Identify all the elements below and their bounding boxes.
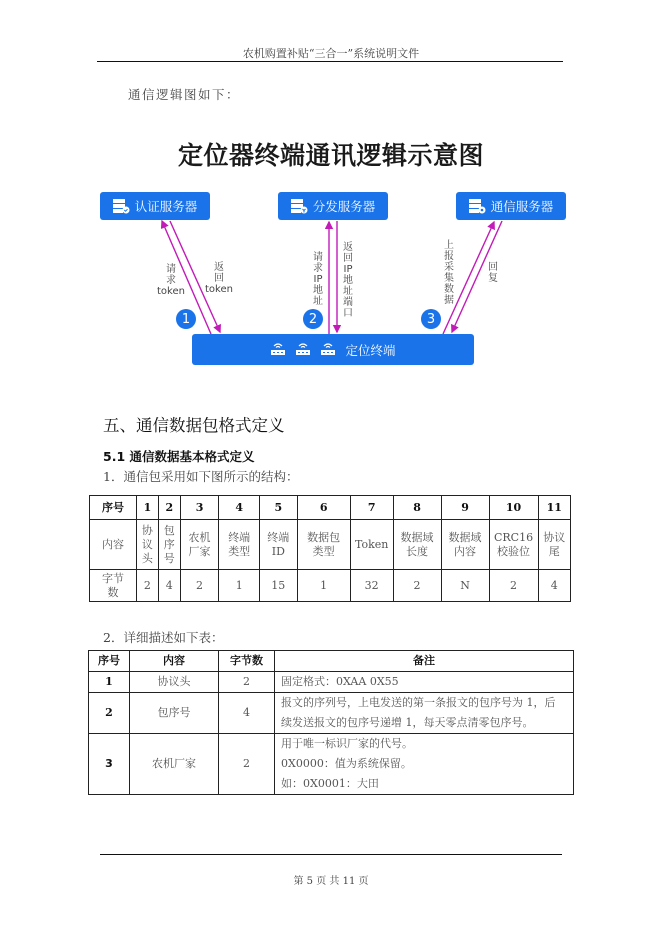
router-wifi-icon: [295, 341, 311, 359]
table-row: [90, 496, 571, 520]
dispatch-server-label: 分发服务器: [312, 199, 376, 214]
col-no: 2: [158, 496, 180, 520]
cell-bytes: 4: [538, 570, 570, 602]
cell-bytes: 15: [260, 570, 298, 602]
cell-bytes: N: [441, 570, 489, 602]
router-wifi-icon: [320, 341, 336, 359]
cell-content: CRC16 校验位: [489, 520, 538, 570]
intro-text: 通信逻辑图如下：: [128, 87, 241, 102]
document-header-title: 农机购置补贴“三合一”系统说明文件: [242, 47, 420, 60]
table-row: [90, 570, 571, 602]
comm-server-label: 通信服务器: [490, 199, 554, 214]
cell-content: 包 序 号: [158, 520, 180, 570]
header-no: 序号: [89, 651, 130, 672]
cell-content: 协 议 头: [136, 520, 158, 570]
label-request-token: 请 求 token: [157, 264, 185, 297]
cell-content: Token: [350, 520, 393, 570]
col-no: 9: [441, 496, 489, 520]
cell-bytes: 1: [297, 570, 350, 602]
cell-bytes: 2: [219, 672, 275, 693]
col-no: 5: [260, 496, 298, 520]
cell-content: 协议 尾: [538, 520, 570, 570]
col-no: 8: [393, 496, 441, 520]
col-no: 4: [219, 496, 260, 520]
cell-content: 农机厂家: [130, 734, 219, 795]
packet-detail-table: [88, 650, 574, 795]
header-notes: 备注: [275, 651, 574, 672]
table-header-row: [89, 651, 574, 672]
cell-no: 2: [89, 693, 130, 734]
page-number: 第 5 页 共 11 页: [293, 876, 369, 887]
cell-content: 终端 类型: [219, 520, 260, 570]
cell-notes: 固定格式：0XAA 0X55: [275, 672, 574, 693]
label-reply: 回 复: [488, 262, 498, 284]
cell-bytes: 32: [350, 570, 393, 602]
cell-bytes: 2: [393, 570, 441, 602]
terminal-box: [192, 334, 474, 365]
diagram-title: 定位器终端通讯逻辑示意图: [177, 141, 484, 170]
row-header-no: 序号: [90, 496, 137, 520]
col-no: 1: [136, 496, 158, 520]
label-upload-data: 上 报 采 集 数 据: [444, 240, 454, 306]
col-no: 3: [180, 496, 219, 520]
cell-notes: 报文的序列号，上电发送的第一条报文的包序号为 1，后 续发送报文的包序号递增 1，每天零点清零包序号。: [275, 693, 574, 734]
col-no: 6: [297, 496, 350, 520]
col-no: 10: [489, 496, 538, 520]
cell-content: 数据域 长度: [393, 520, 441, 570]
cell-content: 包序号: [130, 693, 219, 734]
cell-bytes: 1: [219, 570, 260, 602]
step-3-badge: 3: [421, 309, 441, 329]
cell-content: 协议头: [130, 672, 219, 693]
router-wifi-icon: [270, 341, 286, 359]
cell-notes: 用于唯一标识厂家的代号。 0X0000：值为系统保留。 如：0X0001：大田: [275, 734, 574, 795]
auth-server-label: 认证服务器: [134, 199, 198, 214]
footer-divider: [100, 854, 562, 855]
subsection-heading: 5.1 通信数据基本格式定义: [103, 449, 255, 464]
cell-content: 数据包 类型: [297, 520, 350, 570]
step-2-badge: 2: [303, 309, 323, 329]
cell-content: 终端 ID: [260, 520, 298, 570]
cell-no: 3: [89, 734, 130, 795]
packet-structure-table: [89, 495, 571, 602]
label-return-token: 返 回 token: [205, 262, 233, 295]
terminal-label: 定位终端: [345, 342, 396, 358]
label-return-ip-port: 返 回 IP 地 址 端 口: [343, 242, 353, 319]
col-no: 11: [538, 496, 570, 520]
row-header-bytes: 字节 数: [90, 570, 137, 602]
cell-bytes: 2: [136, 570, 158, 602]
cell-bytes: 4: [158, 570, 180, 602]
table-row: [89, 734, 574, 795]
table-row: [89, 693, 574, 734]
paragraph-structure: 1．通信包采用如下图所示的结构：: [103, 469, 299, 484]
section-heading: 五、通信数据包格式定义: [103, 416, 285, 435]
cell-bytes: 2: [219, 734, 275, 795]
cell-content: 农机 厂家: [180, 520, 219, 570]
table-row: [89, 672, 574, 693]
label-request-ip: 请 求 IP 地 址: [313, 252, 323, 307]
table-row: [90, 520, 571, 570]
cell-no: 1: [89, 672, 130, 693]
step-1-badge: 1: [176, 309, 196, 329]
header-bytes: 字节数: [219, 651, 275, 672]
cell-bytes: 2: [180, 570, 219, 602]
row-header-content: 内容: [90, 520, 137, 570]
cell-bytes: 4: [219, 693, 275, 734]
header-content: 内容: [130, 651, 219, 672]
paragraph-detail: 2．详细描述如下表：: [103, 630, 224, 645]
cell-bytes: 2: [489, 570, 538, 602]
cell-content: 数据域 内容: [441, 520, 489, 570]
col-no: 7: [350, 496, 393, 520]
